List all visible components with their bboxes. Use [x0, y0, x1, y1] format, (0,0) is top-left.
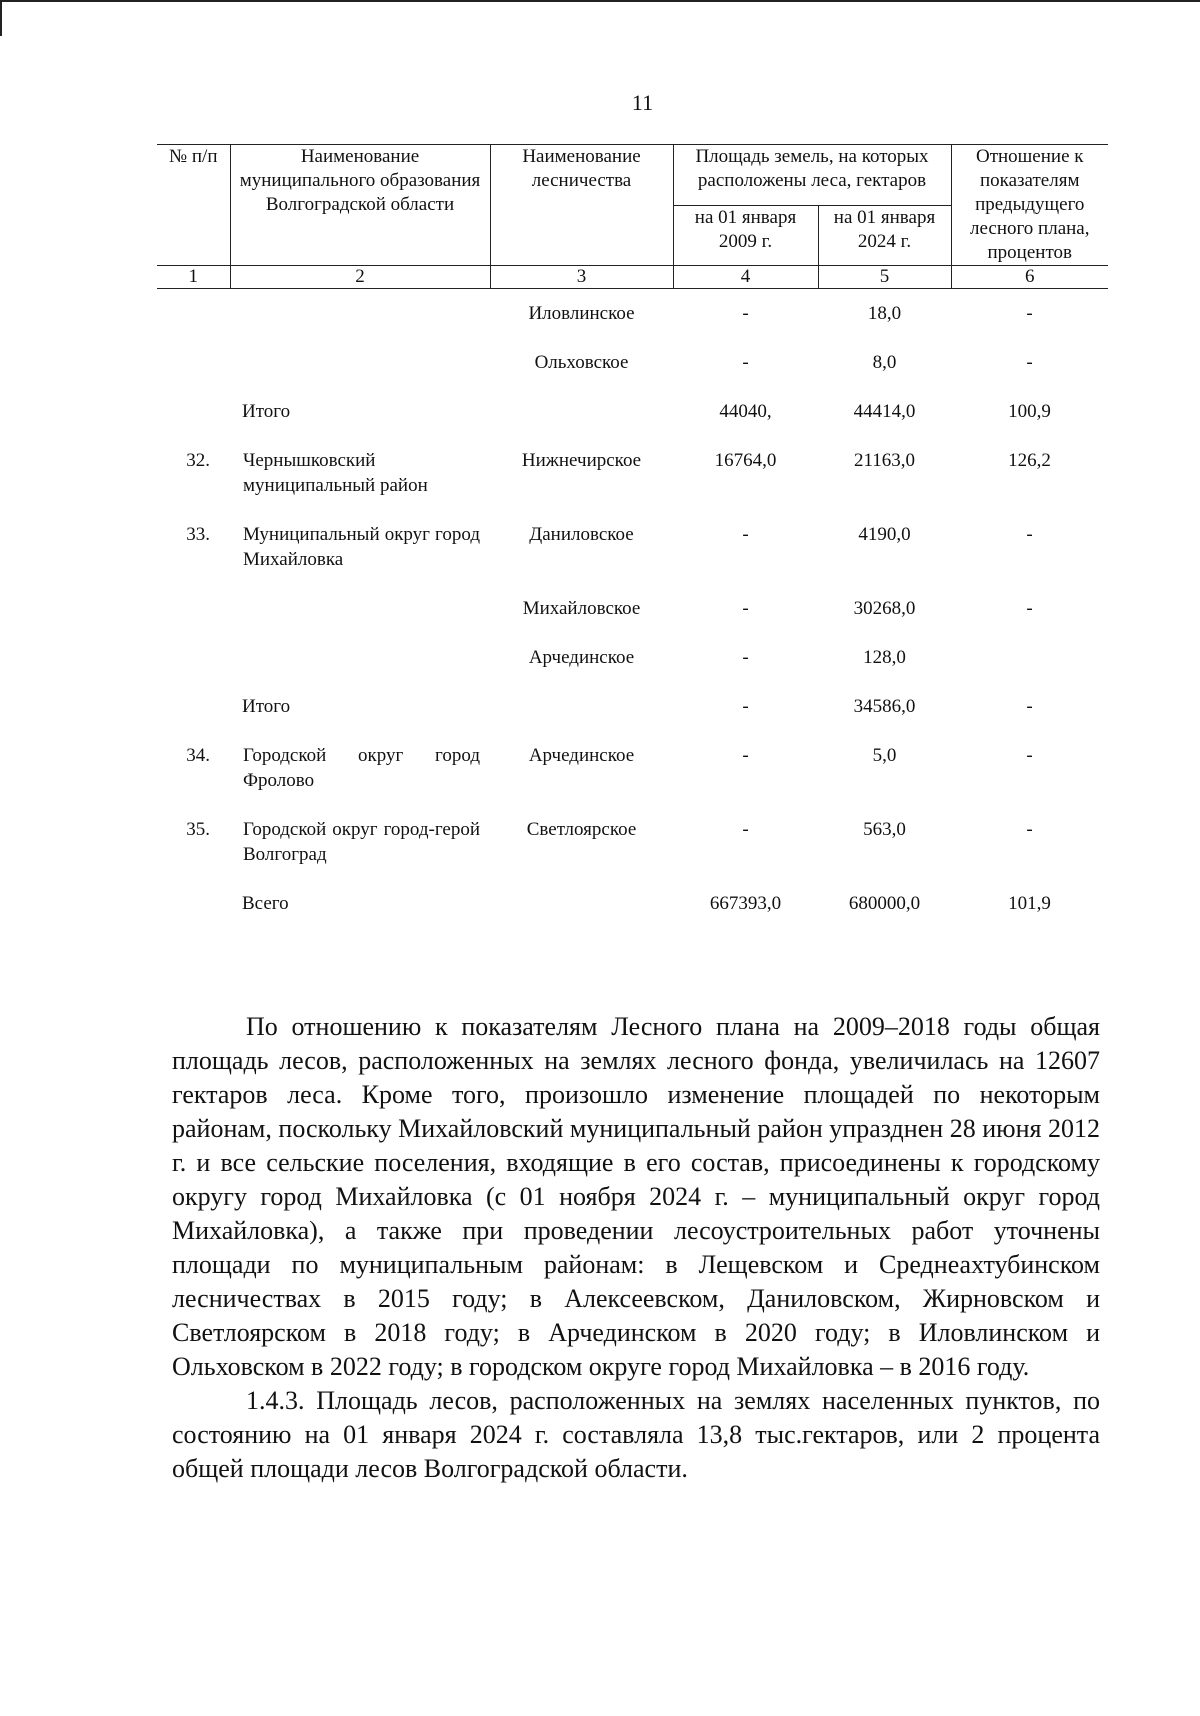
area-2024: 4190,0 — [858, 524, 911, 545]
table-row — [157, 891, 1108, 916]
area-2009: 667393,0 — [709, 893, 782, 914]
row-spacer — [157, 670, 1108, 694]
scan-edge-top — [0, 0, 1200, 2]
row-number — [157, 645, 230, 670]
row-spacer — [157, 498, 1108, 522]
ratio-percent: 101,9 — [1008, 893, 1051, 914]
ratio-percent: 126,2 — [1008, 450, 1051, 471]
forestry-name: Светлоярское — [526, 819, 637, 840]
row-number — [157, 301, 230, 326]
table-row — [157, 350, 1108, 375]
paragraph: По отношению к показателям Лесного плана на 2009–2018 годы общая площадь лесов, расположенных на землях лесного фонда, увеличилась на 12607 гектаров леса. Кроме того, произошло изменение площадей по некоторым районам, поскольку Михайловский муниципальный район упразднен 28 июня 2012 г. и все сельские поселения, входящие в его состав, присоединены к городскому округу город Михайловка (с 01 ноября 2024 г. – муниципальный округ город Михайловка), а также при проведении лесоустроительных работ уточнены площади по муниципальным районам: в Лещевском и Среднеахтубинском лесничествах в 2015 году; в Алексеевском, Даниловском, Жирновском и Светлоярском в 2018 году; в Арчединском в 2020 году; в Иловлинском и Ольховском в 2022 году; в городском округе город Михайловка – в 2016 году. — [172, 1012, 1100, 1381]
column-number: 1 — [157, 266, 230, 289]
row-spacer — [157, 289, 1108, 302]
municipality-name — [230, 350, 490, 375]
area-2009: - — [742, 819, 749, 840]
paragraph: 1.4.3. Площадь лесов, расположенных на землях населенных пунктов, по состоянию на 01 января 2024 г. составляла 13,8 тыс.гектаров, или 2 процента общей площади лесов Волгоградской области. — [172, 1386, 1100, 1483]
area-2024: 563,0 — [863, 819, 906, 840]
header-forestry: Наименование лесничества — [490, 145, 673, 266]
forestry-name: Нижнечирское — [521, 450, 642, 471]
municipality-name — [230, 301, 490, 326]
area-2009: - — [742, 303, 749, 324]
forestry-name: Арчединское — [528, 745, 635, 766]
row-spacer — [157, 572, 1108, 596]
row-spacer-cell — [157, 621, 1108, 645]
area-2024: 680000,0 — [848, 893, 921, 914]
table-row — [157, 448, 1108, 498]
header-number: № п/п — [157, 145, 230, 266]
municipality-name — [230, 596, 490, 621]
municipality-name: Городской округ город-герой Волгоград — [243, 819, 480, 865]
municipality-name: Итого — [242, 401, 291, 422]
area-2024: 21163,0 — [853, 450, 916, 471]
row-spacer — [157, 793, 1108, 817]
area-2009: - — [742, 598, 749, 619]
forestry-name: Арчединское — [528, 647, 635, 668]
row-number — [157, 350, 230, 375]
column-number: 3 — [490, 266, 673, 289]
row-number: 32. — [186, 450, 210, 471]
municipality-name: Всего — [242, 893, 289, 914]
row-spacer-cell — [157, 793, 1108, 817]
table-row — [157, 645, 1108, 670]
row-spacer-cell — [157, 867, 1108, 891]
ratio-percent: - — [1026, 819, 1033, 840]
row-spacer-cell — [157, 375, 1108, 399]
row-spacer — [157, 375, 1108, 399]
area-2024: 128,0 — [863, 647, 906, 668]
forest-area-table — [157, 144, 1108, 916]
area-2024: 5,0 — [872, 745, 897, 766]
row-spacer-cell — [157, 670, 1108, 694]
row-number — [157, 399, 230, 424]
row-spacer — [157, 621, 1108, 645]
area-2009: - — [742, 647, 749, 668]
area-2009: - — [742, 524, 749, 545]
forestry-name: Даниловское — [529, 524, 634, 545]
forestry-name — [490, 399, 673, 424]
table-row — [157, 694, 1108, 719]
forestry-name — [490, 694, 673, 719]
table-row — [157, 743, 1108, 793]
row-number: 35. — [186, 819, 210, 840]
row-spacer-cell — [157, 424, 1108, 448]
table-body — [157, 289, 1108, 917]
header-area-2009: на 01 января 2009 г. — [673, 205, 818, 266]
area-2024: 8,0 — [872, 352, 897, 373]
table-row — [157, 399, 1108, 424]
row-spacer-cell — [157, 498, 1108, 522]
area-2024: 30268,0 — [853, 598, 916, 619]
scan-edge-left — [0, 0, 2, 36]
table-row — [157, 301, 1108, 326]
row-number: 33. — [186, 524, 210, 545]
row-spacer — [157, 326, 1108, 350]
row-number — [157, 891, 230, 916]
forestry-name: Иловлинское — [528, 303, 635, 324]
area-2009: 44040, — [719, 401, 772, 422]
ratio-percent: - — [1026, 696, 1033, 717]
page-number: 11 — [631, 90, 654, 115]
row-spacer-cell — [157, 719, 1108, 743]
area-2009: - — [742, 352, 749, 373]
area-2024: 18,0 — [867, 303, 902, 324]
row-spacer — [157, 424, 1108, 448]
column-number: 5 — [818, 266, 951, 289]
table-row — [157, 596, 1108, 621]
ratio-percent: 100,9 — [1008, 401, 1051, 422]
municipality-name: Чернышковский муниципальный район — [243, 450, 428, 496]
row-number — [157, 694, 230, 719]
municipality-name: Итого — [242, 696, 291, 717]
column-number: 2 — [230, 266, 490, 289]
ratio-percent — [951, 645, 1108, 670]
area-2024: 34586,0 — [853, 696, 916, 717]
ratio-percent: - — [1026, 524, 1033, 545]
header-area-2024: на 01 января 2024 г. — [818, 205, 951, 266]
header-ratio: Отношение к показателям предыдущего лесного плана, процентов — [951, 145, 1108, 266]
municipality-name: Муниципальный округ город Михайловка — [243, 524, 480, 570]
forestry-name — [490, 891, 673, 916]
area-2009: - — [742, 745, 749, 766]
forestry-name: Михайловское — [522, 598, 641, 619]
area-2024: 44414,0 — [853, 401, 916, 422]
ratio-percent: - — [1026, 598, 1033, 619]
row-spacer — [157, 719, 1108, 743]
column-number: 4 — [673, 266, 818, 289]
ratio-percent: - — [1026, 303, 1033, 324]
row-spacer-cell — [157, 572, 1108, 596]
row-spacer-cell — [157, 289, 1108, 302]
column-number: 6 — [951, 266, 1108, 289]
ratio-percent: - — [1026, 352, 1033, 373]
ratio-percent: - — [1026, 745, 1033, 766]
row-spacer — [157, 867, 1108, 891]
table-row — [157, 522, 1108, 572]
table-row — [157, 817, 1108, 867]
area-2009: - — [742, 696, 749, 717]
municipality-name — [230, 645, 490, 670]
forestry-name: Ольховское — [534, 352, 629, 373]
header-area-group: Площадь земель, на которых расположены леса, гектаров — [673, 145, 951, 206]
row-number: 34. — [186, 745, 210, 766]
row-spacer-cell — [157, 326, 1108, 350]
municipality-name: Городской округ город Фролово — [243, 745, 480, 791]
area-2009: 16764,0 — [714, 450, 777, 471]
header-municipality: Наименование муниципального образования Волгоградской области — [230, 145, 490, 266]
row-number — [157, 596, 230, 621]
body-text — [172, 1010, 1100, 1486]
